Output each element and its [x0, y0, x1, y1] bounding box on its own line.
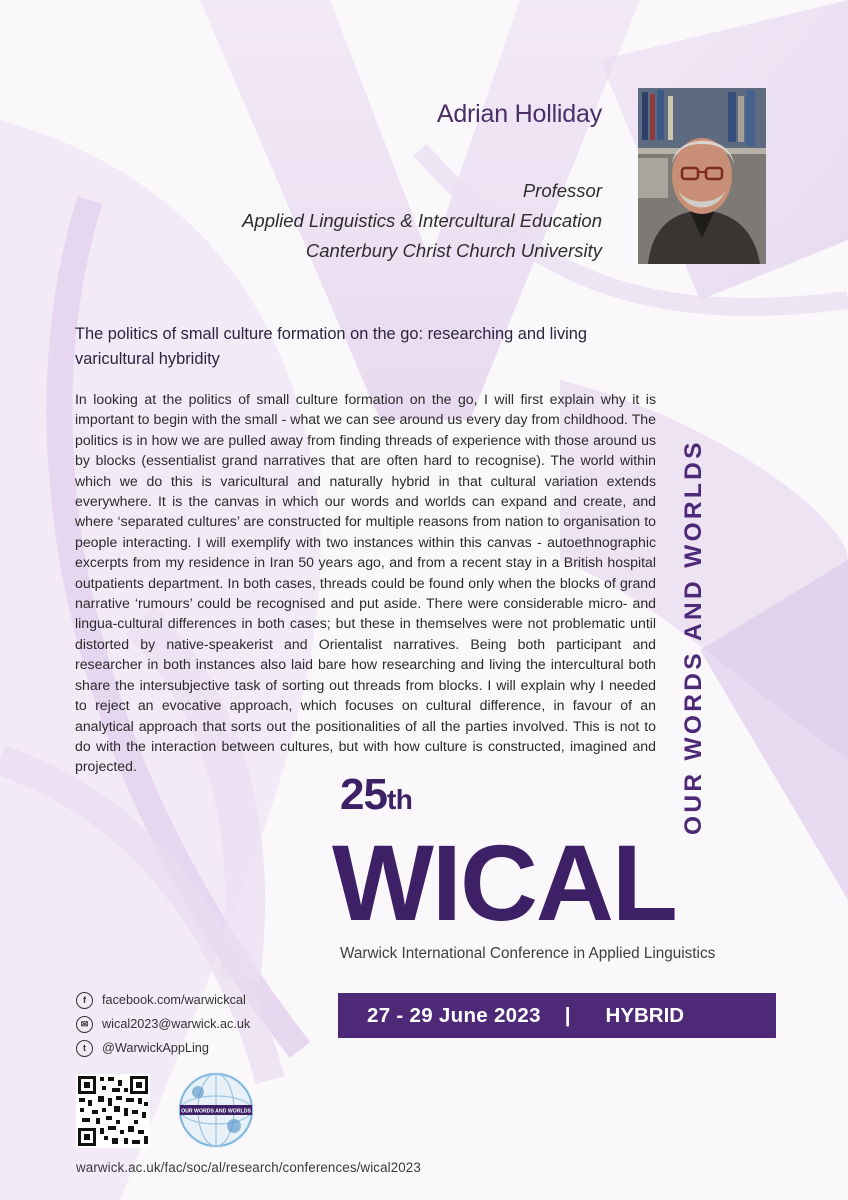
- email-icon: ✉: [76, 1016, 93, 1033]
- twitter-link[interactable]: @WarwickAppLing: [102, 1041, 209, 1055]
- qr-code[interactable]: [76, 1074, 150, 1148]
- edition-number: 25: [340, 770, 387, 819]
- speaker-department: Applied Linguistics & Intercultural Education: [242, 210, 602, 231]
- contact-email[interactable]: [76, 1012, 326, 1036]
- edition-suffix: th: [386, 784, 413, 815]
- website-link[interactable]: warwick.ac.uk/fac/soc/al/research/conferences/wical2023: [76, 1160, 421, 1175]
- talk-abstract: In looking at the politics of small culture formation on the go, I will first explain why it is important to begin with the small - what we can see around us every day from childhood. The politics is in how we are pulled away from finding threads of experience with those around us by blocks (essentialist grand narratives that are often hard to recognise). The world within which we do this is varicultural and naturally hybrid in that cultural variation extends everywhere. It is the canvas in which our words and worlds can expand and create, and where ‘separated cultures’ are constructed for multiple reasons from nation to organisation to people interacting. I will exemplify with two instances within this canvas - autoethnographic excerpts from my residence in Iran 50 years ago, and from a recent stay in a British hospital outpatients department. In both cases, threads could be found only when the blocks of grand narrative ‘rumours’ could be recognised and put aside. There were considerable micro- and lingua-cultural differences in both cases; but these in themselves were not problematic until distorted by native-speakerist and Orientalist narratives. Being both participant and researcher in both instances also laid bare how researching and living the intercultural both share the intersubjective task of sorting out threads from blocks. I will explain why I needed to reject an evocative approach, which focuses on cultural difference, in favour of an analytical approach that sorts out the positionalities of all the parties involved. This is not to do with the interaction between cultures, but with how culture is constructed, imagined and projected.: [75, 391, 656, 775]
- contact-facebook[interactable]: [76, 988, 326, 1012]
- conference-badge-logo: [176, 1070, 256, 1150]
- speaker-title: Professor: [522, 180, 602, 201]
- theme-vertical: [651, 320, 737, 840]
- banner-separator: |: [564, 1003, 571, 1027]
- facebook-icon: f: [76, 992, 93, 1009]
- badge-text: OUR WORDS AND WORLDS: [181, 1108, 251, 1115]
- speaker-affiliation: [150, 176, 602, 266]
- email-link[interactable]: wical2023@warwick.ac.uk: [102, 1017, 251, 1031]
- speaker-photo: [638, 88, 766, 264]
- facebook-link[interactable]: facebook.com/warwickcal: [102, 993, 246, 1007]
- twitter-icon: t: [76, 1040, 93, 1057]
- date-banner: [338, 993, 776, 1038]
- theme-text: OUR WORDS AND WORLDS: [680, 439, 707, 835]
- conference-mode: HYBRID: [605, 1003, 685, 1027]
- contact-twitter[interactable]: [76, 1036, 326, 1060]
- conference-full-name: Warwick International Conference in Applied Linguistics: [340, 945, 716, 962]
- conference-edition: [340, 770, 412, 820]
- speaker-institution: Canterbury Christ Church University: [305, 240, 602, 261]
- speaker-name: Adrian Holliday: [436, 100, 602, 128]
- conference-dates: 27 - 29 June 2023: [367, 1003, 541, 1027]
- conference-wordmark: WICAL: [332, 822, 676, 943]
- contact-list: [76, 988, 326, 1060]
- talk-title: The politics of small culture formation on the go: researching and living varicultural hybridity: [75, 325, 588, 368]
